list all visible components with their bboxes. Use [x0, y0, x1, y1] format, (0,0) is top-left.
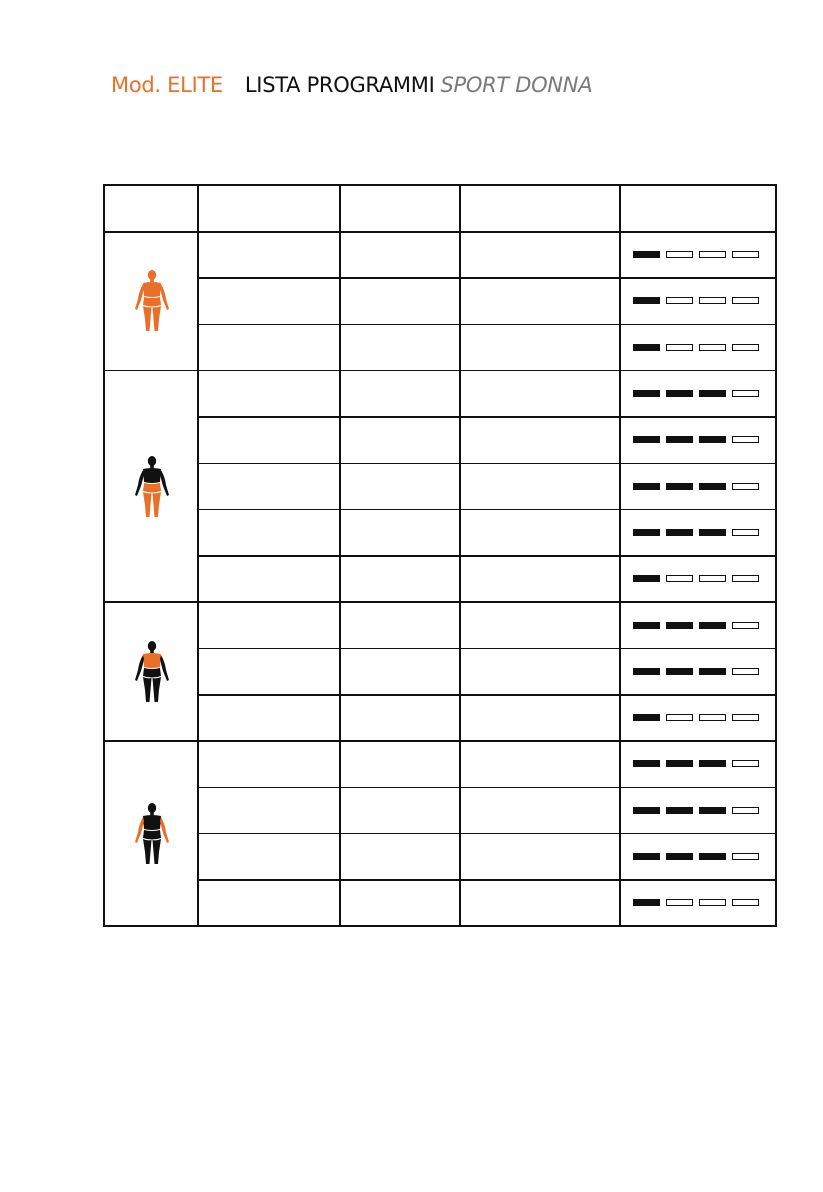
- intensity-segment-filled: [633, 575, 660, 582]
- model-label: Mod. ELITE: [111, 73, 223, 97]
- group-divider: [105, 740, 775, 742]
- intensity-segment-filled: [666, 390, 693, 397]
- body-zone-cell: [105, 371, 199, 603]
- female-body-legs-highlight-icon: [132, 455, 172, 519]
- intensity-segment-empty: [732, 714, 759, 721]
- row-divider: [198, 833, 775, 835]
- row-divider: [198, 555, 775, 557]
- row-divider: [198, 416, 775, 418]
- intensity-segment-empty: [666, 297, 693, 304]
- row-divider: [198, 879, 775, 881]
- intensity-segment-filled: [633, 853, 660, 860]
- intensity-segment-empty: [732, 297, 759, 304]
- intensity-segment-empty: [732, 899, 759, 906]
- intensity-bar: [633, 529, 759, 536]
- intensity-segment-empty: [666, 251, 693, 258]
- page-title: [111, 70, 592, 100]
- body-zone-cell: [105, 602, 199, 741]
- body-zone-cell: [105, 741, 199, 926]
- intensity-segment-empty: [699, 899, 726, 906]
- intensity-bar: [633, 853, 759, 860]
- intensity-segment-filled: [633, 483, 660, 490]
- intensity-segment-empty: [699, 575, 726, 582]
- program-table: [103, 184, 777, 927]
- intensity-bar: [633, 899, 759, 906]
- row-divider: [198, 694, 775, 696]
- female-body-full-highlight-icon: [132, 269, 172, 333]
- female-body-torso-highlight-icon: [132, 640, 172, 704]
- intensity-segment-filled: [699, 807, 726, 814]
- intensity-segment-empty: [666, 575, 693, 582]
- intensity-segment-filled: [666, 853, 693, 860]
- female-body-arms-highlight-icon: [132, 802, 172, 866]
- intensity-segment-filled: [699, 436, 726, 443]
- intensity-segment-empty: [666, 899, 693, 906]
- intensity-segment-empty: [732, 668, 759, 675]
- intensity-bar: [633, 297, 759, 304]
- intensity-bar: [633, 483, 759, 490]
- intensity-segment-empty: [699, 251, 726, 258]
- intensity-segment-filled: [666, 529, 693, 536]
- group-divider: [105, 370, 775, 372]
- intensity-segment-filled: [633, 760, 660, 767]
- intensity-bar: [633, 575, 759, 582]
- intensity-segment-filled: [633, 529, 660, 536]
- intensity-bar: [633, 622, 759, 629]
- intensity-segment-filled: [699, 622, 726, 629]
- header-divider: [105, 231, 775, 233]
- intensity-segment-empty: [732, 436, 759, 443]
- intensity-bar: [633, 760, 759, 767]
- intensity-segment-empty: [732, 853, 759, 860]
- intensity-segment-empty: [666, 714, 693, 721]
- intensity-segment-filled: [633, 622, 660, 629]
- row-divider: [198, 277, 775, 279]
- intensity-segment-filled: [666, 760, 693, 767]
- intensity-segment-filled: [633, 807, 660, 814]
- intensity-segment-filled: [666, 807, 693, 814]
- intensity-bar: [633, 436, 759, 443]
- intensity-segment-empty: [732, 807, 759, 814]
- intensity-segment-empty: [732, 575, 759, 582]
- intensity-segment-filled: [633, 344, 660, 351]
- intensity-segment-filled: [633, 436, 660, 443]
- body-zone-cell: [105, 232, 199, 371]
- intensity-segment-filled: [633, 714, 660, 721]
- list-title: LISTA PROGRAMMI: [244, 73, 435, 97]
- intensity-segment-empty: [732, 622, 759, 629]
- intensity-bar: [633, 344, 759, 351]
- intensity-segment-filled: [633, 251, 660, 258]
- intensity-segment-empty: [732, 529, 759, 536]
- intensity-segment-empty: [732, 483, 759, 490]
- intensity-segment-empty: [699, 714, 726, 721]
- intensity-segment-filled: [666, 436, 693, 443]
- intensity-segment-filled: [633, 390, 660, 397]
- intensity-segment-empty: [732, 390, 759, 397]
- intensity-segment-empty: [699, 297, 726, 304]
- intensity-segment-filled: [699, 483, 726, 490]
- intensity-bar: [633, 807, 759, 814]
- intensity-segment-filled: [666, 622, 693, 629]
- list-subtitle: SPORT DONNA: [440, 73, 593, 97]
- intensity-segment-filled: [699, 760, 726, 767]
- intensity-segment-filled: [699, 529, 726, 536]
- intensity-bar: [633, 668, 759, 675]
- row-divider: [198, 463, 775, 465]
- intensity-segment-filled: [699, 668, 726, 675]
- intensity-bar: [633, 251, 759, 258]
- intensity-bar: [633, 390, 759, 397]
- intensity-segment-filled: [633, 297, 660, 304]
- row-divider: [198, 509, 775, 511]
- intensity-segment-empty: [666, 344, 693, 351]
- row-divider: [198, 648, 775, 650]
- intensity-segment-filled: [666, 668, 693, 675]
- intensity-segment-empty: [699, 344, 726, 351]
- intensity-bar: [633, 714, 759, 721]
- intensity-segment-empty: [732, 344, 759, 351]
- intensity-segment-filled: [666, 483, 693, 490]
- group-divider: [105, 601, 775, 603]
- intensity-segment-filled: [633, 899, 660, 906]
- intensity-segment-empty: [732, 760, 759, 767]
- row-divider: [198, 787, 775, 789]
- row-divider: [198, 324, 775, 326]
- intensity-segment-filled: [699, 853, 726, 860]
- intensity-segment-empty: [732, 251, 759, 258]
- intensity-segment-filled: [633, 668, 660, 675]
- intensity-segment-filled: [699, 390, 726, 397]
